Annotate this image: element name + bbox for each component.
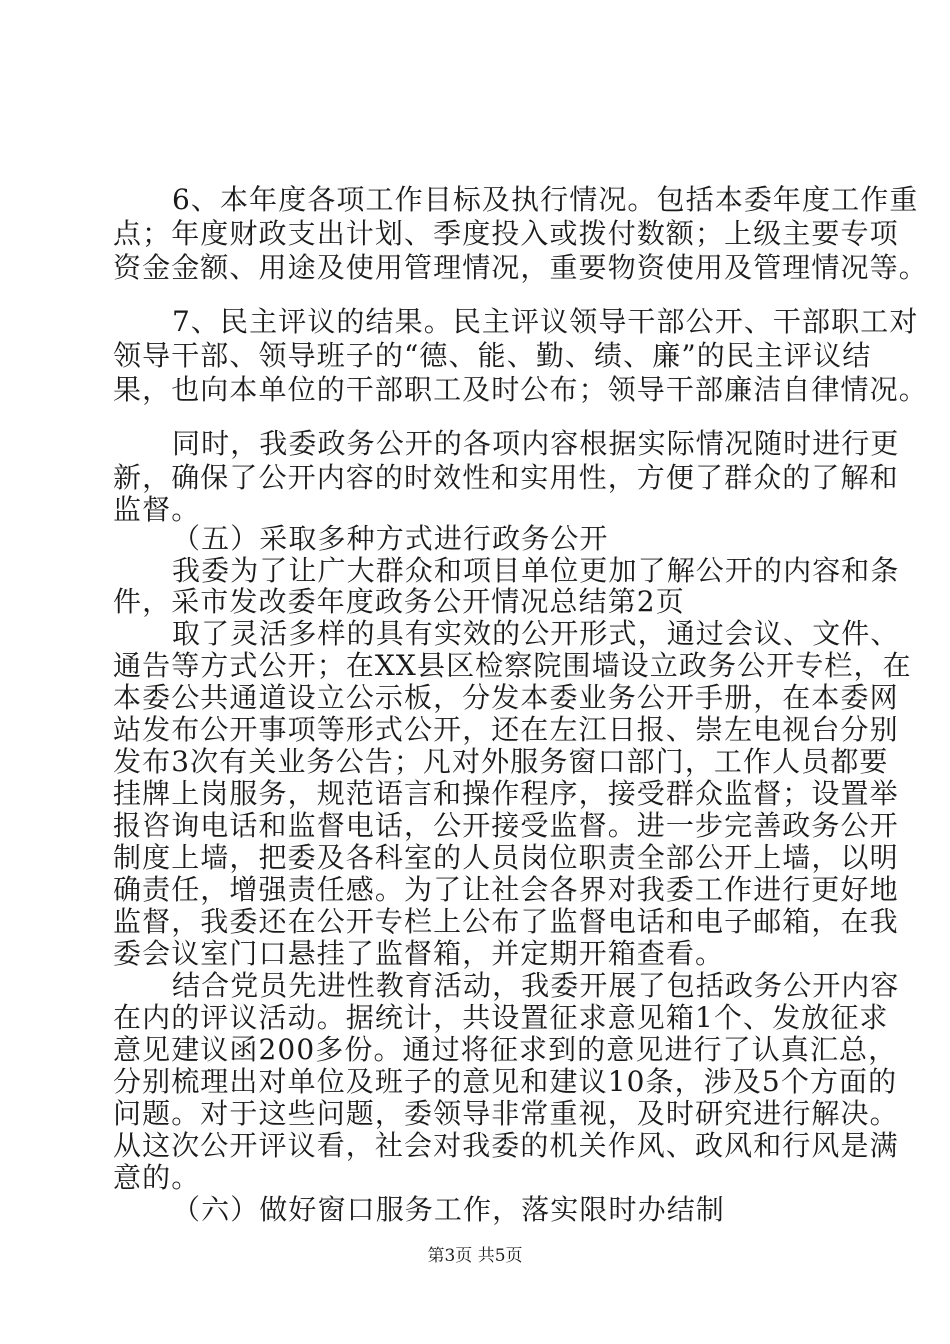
text-line: 确责任，增强责任感。为了让社会各界对我委工作进行更好地: [113, 873, 899, 906]
text-line: 报咨询电话和监督电话，公开接受监督。进一步完善政务公开: [113, 809, 899, 842]
text-line: 制度上墙，把委及各科室的人员岗位职责全部公开上墙，以明: [113, 841, 899, 874]
text-line: 挂牌上岗服务，规范语言和操作程序，接受群众监督；设置举: [113, 777, 899, 810]
text-line: 果，也向本单位的干部职工及时公布；领导干部廉洁自律情况。: [113, 373, 928, 406]
text-line: 站发布公开事项等形式公开，还在左江日报、崇左电视台分别: [113, 713, 899, 746]
text-line: 分别梳理出对单位及班子的意见和建议10条，涉及5个方面的: [113, 1065, 898, 1098]
section-heading: （六）做好窗口服务工作，落实限时办结制: [172, 1193, 725, 1226]
text-line: 新，确保了公开内容的时效性和实用性，方便了群众的了解和: [113, 461, 899, 494]
text-line: 本委公共通道设立公示板，分发本委业务公开手册，在本委网: [113, 681, 899, 714]
text-line: 监督，我委还在公开专栏上公布了监督电话和电子邮箱，在我: [113, 905, 899, 938]
text-line: 同时，我委政务公开的各项内容根据实际情况随时进行更: [172, 427, 900, 460]
text-line: 件，采市发改委年度政务公开情况总结第2页: [113, 585, 685, 618]
text-line: 7、民主评议的结果。民主评议领导干部公开、干部职工对: [172, 305, 919, 338]
text-line: 结合党员先进性教育活动，我委开展了包括政务公开内容: [172, 969, 900, 1002]
text-line: 发布3次有关业务公告；凡对外服务窗口部门，工作人员都要: [113, 745, 889, 778]
text-line: 问题。对于这些问题，委领导非常重视，及时研究进行解决。: [113, 1097, 899, 1130]
text-line: 监督。: [113, 493, 201, 526]
text-line: 在内的评议活动。据统计，共设置征求意见箱1个、发放征求: [113, 1001, 889, 1034]
text-line: 点；年度财政支出计划、季度投入或拨付数额；上级主要专项: [113, 217, 899, 250]
text-line: 意的。: [113, 1161, 201, 1194]
text-line: 我委为了让广大群众和项目单位更加了解公开的内容和条: [172, 554, 900, 587]
text-line: 取了灵活多样的具有实效的公开形式，通过会议、文件、: [172, 617, 900, 650]
text-line: 委会议室门口悬挂了监督箱，并定期开箱查看。: [113, 937, 725, 970]
page-footer: 第3页 共5页: [427, 1246, 523, 1266]
text-line: 6、本年度各项工作目标及执行情况。包括本委年度工作重: [172, 183, 919, 216]
text-line: 从这次公开评议看，社会对我委的机关作风、政风和行风是满: [113, 1129, 899, 1162]
text-line: 领导干部、领导班子的“德、能、勤、绩、廉”的民主评议结: [113, 339, 872, 372]
text-line: 意见建议函200多份。通过将征求到的意见进行了认真汇总，: [113, 1033, 898, 1066]
section-heading: （五）采取多种方式进行政务公开: [172, 522, 609, 555]
text-line: 通告等方式公开；在XX县区检察院围墙设立政务公开专栏，在: [113, 649, 912, 682]
text-line: 资金金额、用途及使用管理情况，重要物资使用及管理情况等。: [113, 251, 928, 284]
